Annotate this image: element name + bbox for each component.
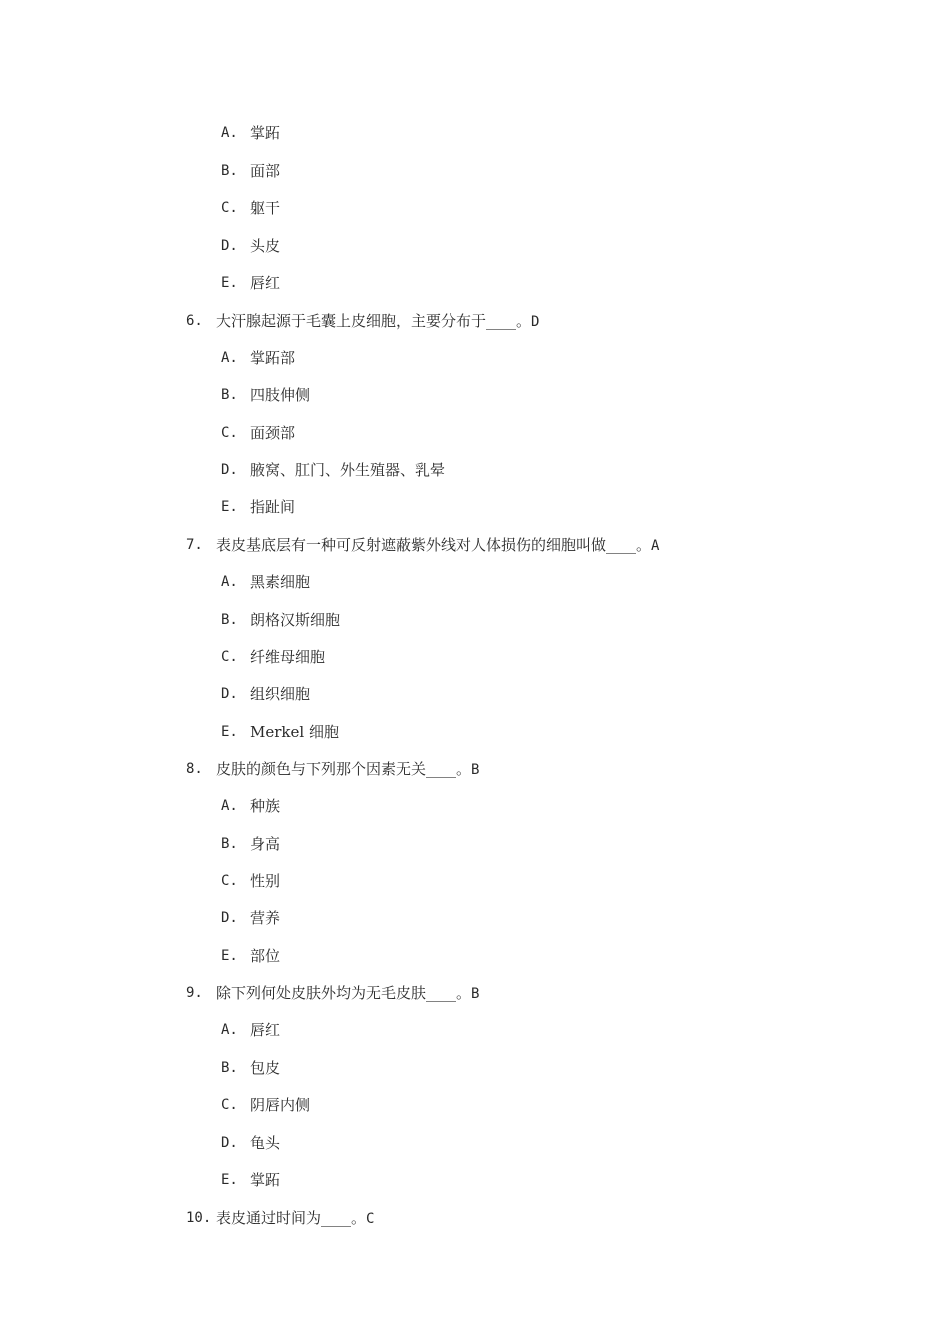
option-letter: B. [221,836,238,852]
option-letter: B. [221,387,238,403]
option-letter: E. [221,1172,238,1188]
option-letter: D. [221,1135,238,1151]
option-letter: C. [221,873,238,889]
question-stem: 表皮基底层有一种可反射遮蔽紫外线对人体损伤的细胞叫做____。 [216,536,652,554]
option-text: 头皮 [250,237,281,255]
option-letter: C. [221,1097,238,1113]
option-letter: C. [221,200,238,216]
option-text: 唇红 [250,274,281,292]
question-stem: 大汗腺起源于毛囊上皮细胞，主要分布于____。 [216,312,532,330]
option-text: 掌跖部 [250,349,296,367]
question-answer: B [471,762,480,778]
option-letter: C. [221,425,238,441]
option-text: 黑素细胞 [250,573,311,591]
option-text: 部位 [250,947,281,965]
option-letter: A. [221,350,238,366]
option-text: 掌跖 [250,124,281,142]
question-number: 10. [186,1210,212,1226]
question-number: 6. [186,313,203,329]
question-answer: A [651,538,660,554]
question-text [216,311,539,332]
option-text: 四肢伸侧 [250,386,311,404]
question-text [216,535,659,556]
question-answer: D [531,314,540,330]
option-text: 组织细胞 [250,685,311,703]
option-letter: B. [221,163,238,179]
option-text: 唇红 [250,1021,281,1039]
option-text: 朗格汉斯细胞 [250,611,341,629]
question-number: 7. [186,537,203,553]
option-letter: E. [221,724,238,740]
option-text: 身高 [250,835,281,853]
option-text: 性别 [250,872,281,890]
option-text: 面颈部 [250,424,296,442]
option-text: 龟头 [250,1134,281,1152]
option-letter: E. [221,948,238,964]
option-letter: D. [221,462,238,478]
option-letter: D. [221,910,238,926]
option-letter: E. [221,499,238,515]
question-stem: 除下列何处皮肤外均为无毛皮肤____。 [216,984,472,1002]
option-text: 掌跖 [250,1171,281,1189]
question-answer: C [366,1211,375,1227]
option-text: Merkel 细胞 [250,723,339,741]
option-letter: A. [221,125,238,141]
option-letter: A. [221,1022,238,1038]
option-letter: E. [221,275,238,291]
question-stem: 皮肤的颜色与下列那个因素无关____。 [216,760,472,778]
question-number: 9. [186,985,203,1001]
option-text: 纤维母细胞 [250,648,326,666]
option-letter: A. [221,798,238,814]
option-letter: A. [221,574,238,590]
option-letter: D. [221,686,238,702]
question-stem: 表皮通过时间为____。 [216,1209,367,1227]
option-letter: B. [221,612,238,628]
question-text [216,1208,374,1229]
option-text: 营养 [250,909,281,927]
question-answer: B [471,986,480,1002]
option-text: 种族 [250,797,281,815]
option-text: 阴唇内侧 [250,1096,311,1114]
question-text [216,759,479,780]
option-text: 面部 [250,162,281,180]
option-text: 包皮 [250,1059,281,1077]
option-text: 指趾间 [250,498,296,516]
option-letter: D. [221,238,238,254]
option-letter: B. [221,1060,238,1076]
option-letter: C. [221,649,238,665]
option-text: 躯干 [250,199,281,217]
option-text: 腋窝、肛门、外生殖器、乳晕 [250,461,446,479]
question-text [216,983,479,1004]
question-number: 8. [186,761,203,777]
